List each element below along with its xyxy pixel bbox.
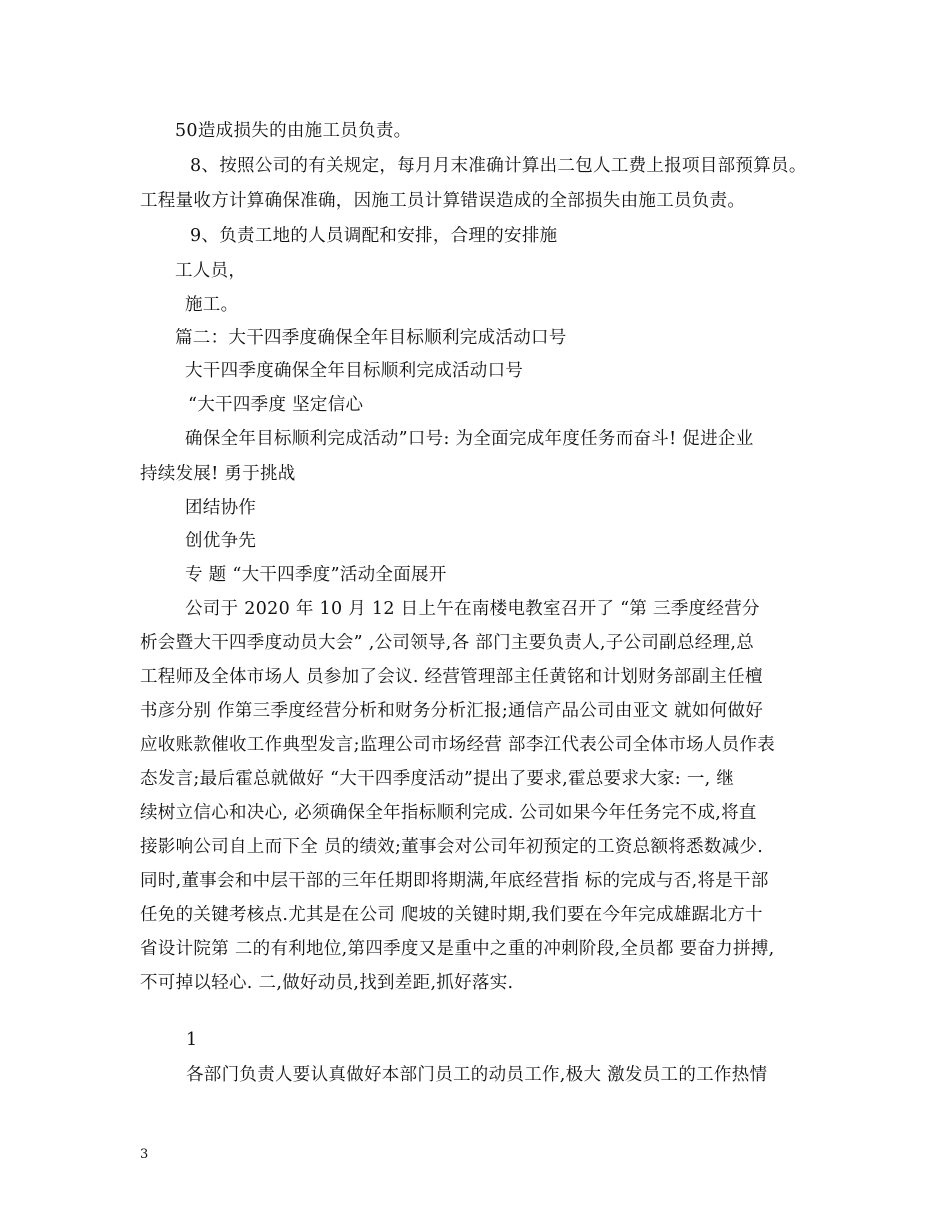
text-line: 态发言;最后霍总就做好 “大干四季度活动”提出了要求,霍总要求大家: 一, 继 <box>140 769 735 789</box>
text-line: 工人员， <box>175 261 247 281</box>
text-line: 书彦分别 作第三季度经营分析和财务分析汇报;通信产品公司由亚文 就如何做好 <box>140 701 764 721</box>
text-line: 持续发展! 勇于挑战 <box>140 464 296 484</box>
text-line: “大干四季度 坚定信心 <box>188 395 364 415</box>
text-line: 8、按照公司的有关规定，每月月末准确计算出二包人工费上报项目部预算员。 <box>190 156 807 176</box>
text-line: 应收账款催收工作典型发言;监理公司市场经营 部李江代表公司全体市场人员作表 <box>140 735 776 755</box>
text-line: 续树立信心和决心, 必须确保全年指标顺利完成. 公司如果今年任务完不成,将直 <box>140 803 757 823</box>
section-heading: 篇二：大干四季度确保全年目标顺利完成活动口号 <box>175 328 567 348</box>
text-line: 工程师及全体市场人 员参加了会议. 经营管理部主任黄铭和计划财务部副主任檀 <box>140 667 763 687</box>
text-line: 确保全年目标顺利完成活动”口号: 为全面完成年度任务而奋斗! 促进企业 <box>185 429 754 449</box>
text-line: 公司于 2020 年 10 月 12 日上午在南楼电教室召开了 “第 三季度经营分 <box>185 599 760 619</box>
text-line: 大干四季度确保全年目标顺利完成活动口号 <box>185 361 524 381</box>
text-line: 专 题 “大干四季度”活动全面展开 <box>185 565 447 585</box>
text-line: 省设计院第 二的有利地位,第四季度又是重中之重的冲刺阶段,全员都 要奋力拼搏, <box>140 939 775 959</box>
text-line: 接影响公司自上而下全 员的绩效;董事会对公司年初预定的工资总额将悉数减少. <box>140 837 764 857</box>
text-line: 任免的关键考核点.尤其是在公司 爬坡的关键时期,我们要在今年完成雄踞北方十 <box>140 905 763 925</box>
text-line: 施工。 <box>185 295 239 315</box>
text-line: 1 <box>186 1030 198 1050</box>
text-line: 析会暨大干四季度动员大会” ,公司领导,各 部门主要负责人,子公司副总经理,总 <box>140 633 755 653</box>
text-line: 9、负责工地的人员调配和安排，合理的安排施 <box>190 226 558 246</box>
text-line: 不可掉以轻心. 二,做好动员,找到差距,抓好落实. <box>140 973 514 993</box>
text-line: 各部门负责人要认真做好本部门员工的动员工作,极大 激发员工的工作热情 <box>186 1065 768 1085</box>
text-line: 工程量收方计算确保准确，因施工员计算错误造成的全部损失由施工员负责。 <box>140 191 746 211</box>
text-line: 同时,董事会和中层干部的三年任期即将期满,年底经营指 标的完成与否,将是干部 <box>140 871 769 891</box>
page-number: 3 <box>140 1147 149 1162</box>
text-line: 50造成损失的由施工员负责。 <box>175 121 412 141</box>
text-line: 创优争先 <box>185 531 257 551</box>
text-line: 团结协作 <box>185 498 257 518</box>
